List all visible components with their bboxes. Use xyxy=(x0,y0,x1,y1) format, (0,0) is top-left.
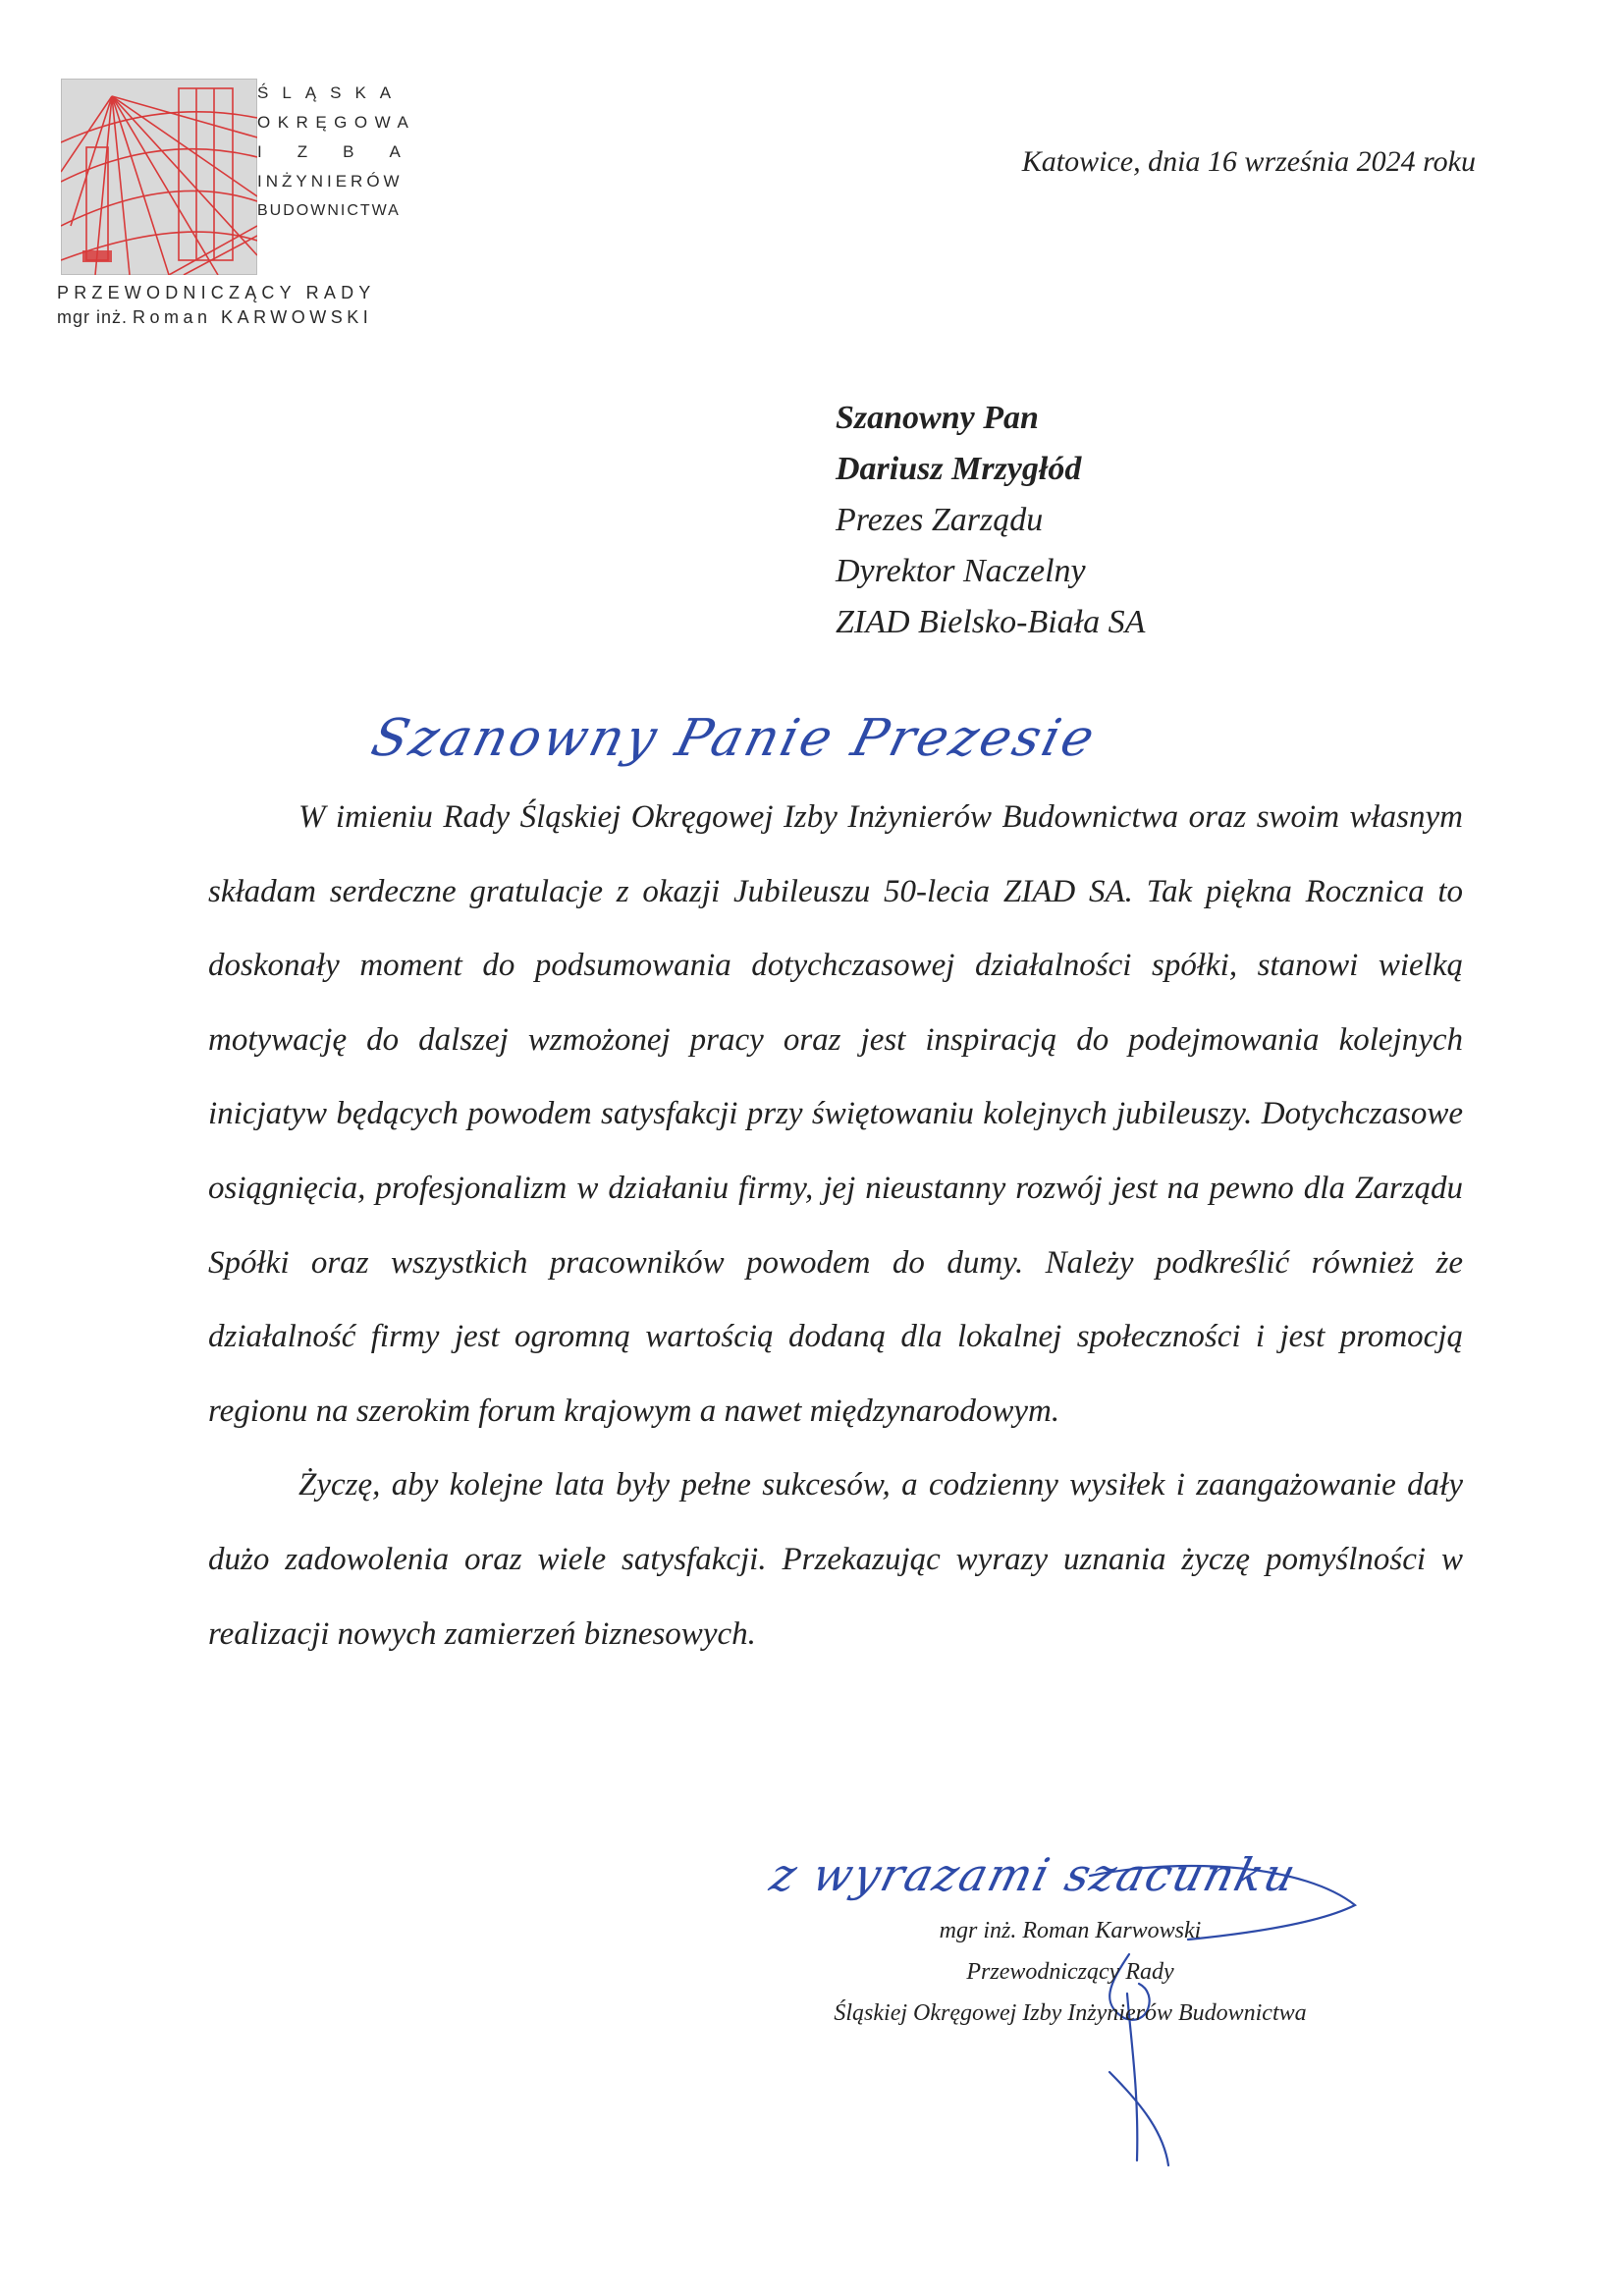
body-paragraph: Życzę, aby kolejne lata były pełne sukcesów, a codzienny wysiłek i zaangażowanie dały dużo zadowolenia oraz wiele satysfakcji. Przekazując wyrazy uznania życzę pomyślności w realizacji nowych zamierzeń biznesowych. xyxy=(208,1467,1463,1652)
handwritten-closing: z wyrazami szacunku xyxy=(765,1848,1303,1901)
addressee-greeting: Szanowny Pan xyxy=(836,400,1039,436)
letter-body xyxy=(208,781,1463,1671)
chamber-name-line: OKRĘGOWA xyxy=(257,113,416,132)
body-paragraph: W imieniu Rady Śląskiej Okręgowej Izby Inżynierów Budownictwa oraz swoim własnym składam serdeczne gratulacje z okazji Jubileuszu 50-lecia ZIAD SA. Tak piękna Rocznica to doskonały moment do podsumowania dotychczasowej działalności spółki, stanowi wielką motywację do dalszej wzmożonej pracy oraz jest inspiracją do podejmowania kolejnych inicjatyw będących powodem satysfakcji przy świętowaniu kolejnych jubileuszy. Dotychczasowe osiągnięcia, profesjonalizm w działaniu firmy, jej nieustanny rozwój jest na pewno dla Zarządu Spółki oraz wszystkich pracowników powodem do dumy. Należy podkreślić również że działalność firmy jest ogromną wartością dodaną dla lokalnej społeczności i jest promocją regionu na szerokim forum krajowym a nawet międzynarodowym. xyxy=(208,799,1463,1429)
chair-name-text: Roman KARWOWSKI xyxy=(133,307,373,327)
letter-date: Katowice, dnia 16 września 2024 roku xyxy=(1021,145,1476,178)
chair-title: PRZEWODNICZĄCY RADY xyxy=(57,283,376,302)
chamber-name-line: BUDOWNICTWA xyxy=(257,202,401,219)
chamber-name-line: INŻYNIERÓW xyxy=(257,172,404,191)
signatory-organization: Śląskiej Okręgowej Izby Inżynierów Budownictwa xyxy=(834,2000,1307,2026)
signatory-title: Przewodniczący Rady xyxy=(966,1959,1174,1985)
chamber-name-line: ŚLĄSKA xyxy=(257,83,406,102)
handwritten-salutation: Szanowny Panie Prezesie xyxy=(365,709,1104,768)
chamber-logo xyxy=(61,79,257,275)
signatory-name: mgr inż. Roman Karwowski xyxy=(939,1918,1202,1943)
addressee-block xyxy=(836,393,1145,648)
addressee-company: ZIAD Bielsko-Biała SA xyxy=(836,604,1146,640)
chamber-name xyxy=(257,79,444,226)
chair-name-prefix: mgr inż. xyxy=(57,307,129,327)
addressee-position: Dyrektor Naczelny xyxy=(836,553,1086,589)
addressee-position: Prezes Zarządu xyxy=(836,502,1044,538)
chamber-name-line: IZBA xyxy=(257,142,436,161)
signature-block xyxy=(687,1910,1453,2034)
chair-name xyxy=(57,307,372,328)
addressee-name: Dariusz Mrzygłód xyxy=(836,451,1082,487)
